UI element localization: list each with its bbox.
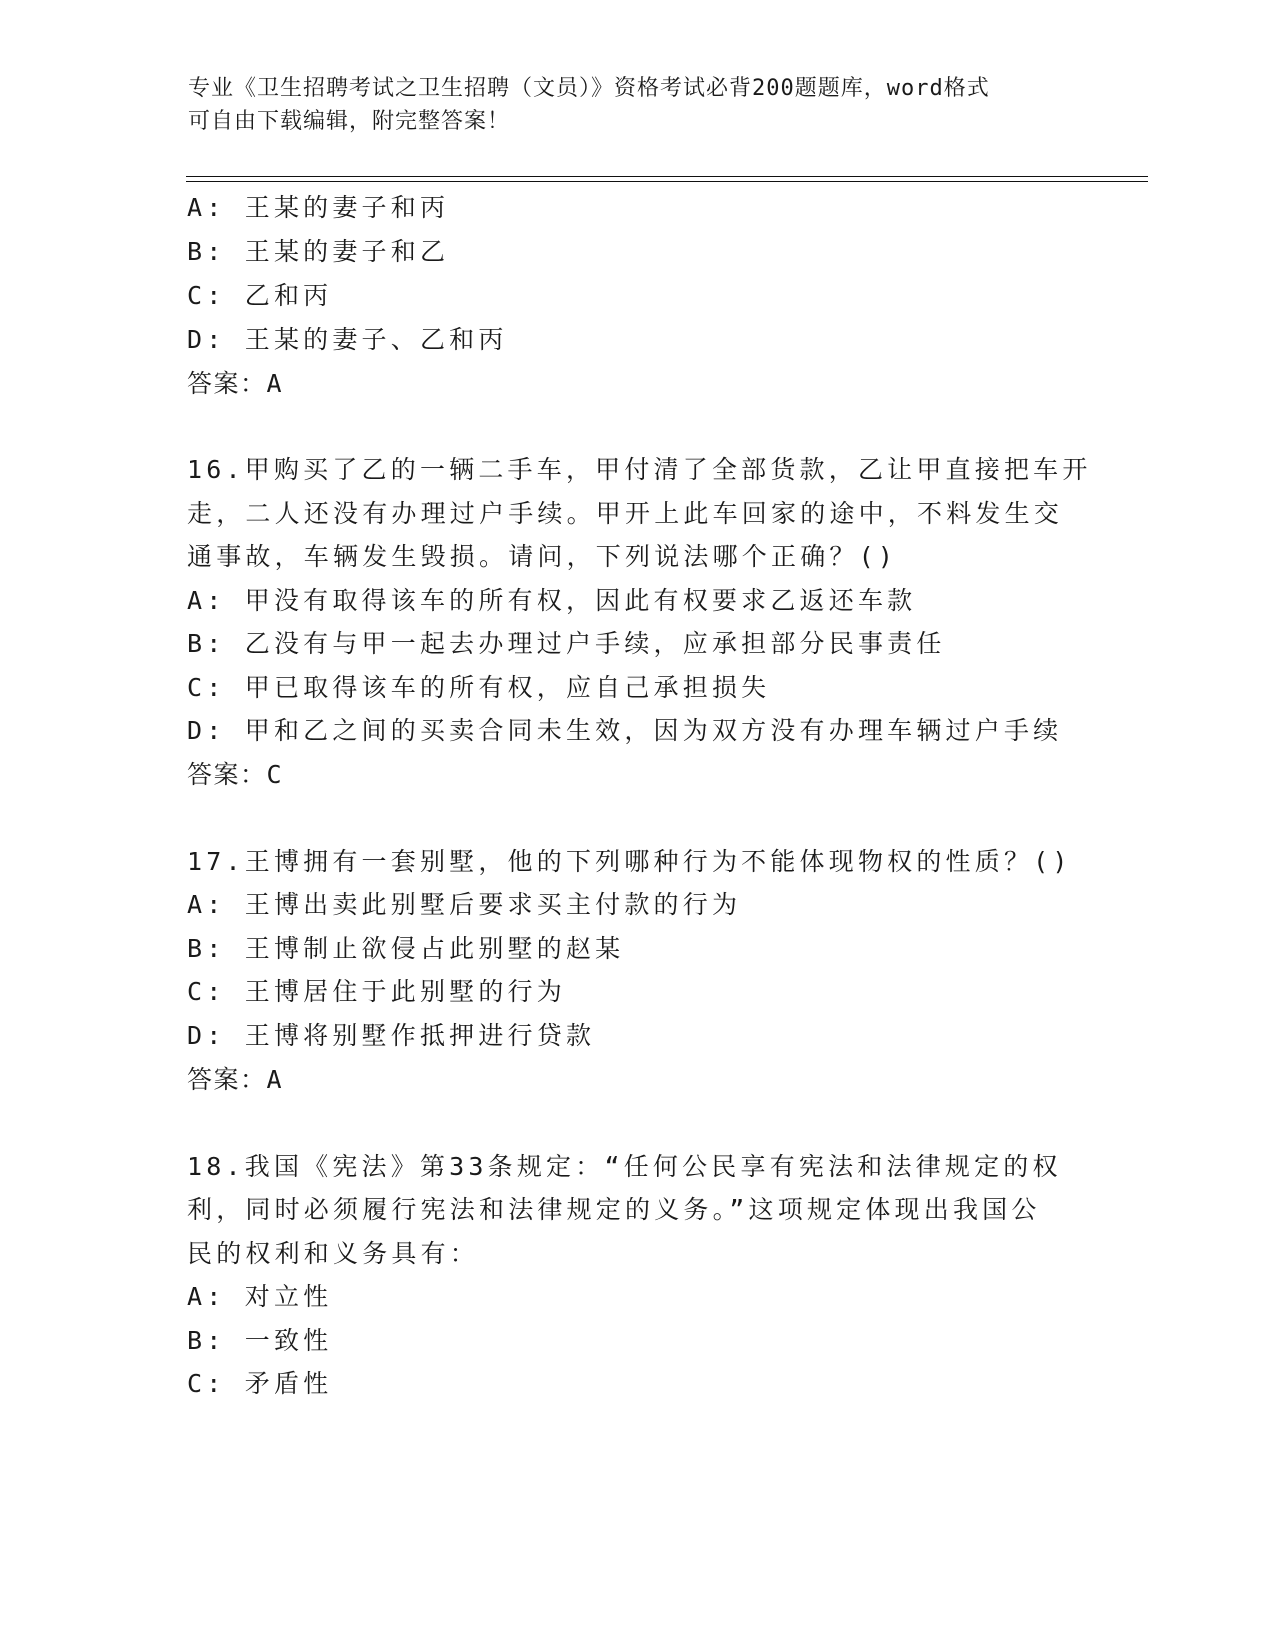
q16-answer: 答案：C xyxy=(187,760,284,789)
q17-option-d: D: 王博将别墅作抵押进行贷款 xyxy=(187,1021,596,1050)
q18-option-b: B: 一致性 xyxy=(187,1326,333,1355)
q16-option-a: A: 甲没有取得该车的所有权，因此有权要求乙返还车款 xyxy=(187,586,917,615)
q15-answer: 答案：A xyxy=(187,369,284,398)
q16-stem-line-3: 通事故，车辆发生毁损。请问，下列说法哪个正确？() xyxy=(187,542,898,571)
header-line-1: 专业《卫生招聘考试之卫生招聘（文员）》资格考试必背200题题库，word格式 xyxy=(188,76,990,101)
q17-answer: 答案：A xyxy=(187,1065,284,1094)
q15-option-c: C: 乙和丙 xyxy=(187,281,333,310)
q17-option-c: C: 王博居住于此别墅的行为 xyxy=(187,977,566,1006)
q15-option-a: A: 王某的妻子和丙 xyxy=(187,193,450,222)
q18-option-c: C: 矛盾性 xyxy=(187,1369,333,1398)
q16-option-d: D: 甲和乙之间的买卖合同未生效，因为双方没有办理车辆过户手续 xyxy=(187,716,1063,745)
q16-stem-line-2: 走，二人还没有办理过户手续。甲开上此车回家的途中，不料发生交 xyxy=(187,499,1064,528)
document-header xyxy=(188,72,1088,138)
q15-option-b: B: 王某的妻子和乙 xyxy=(187,237,450,266)
q15-option-d: D: 王某的妻子、乙和丙 xyxy=(187,325,508,354)
q17-option-b: B: 王博制止欲侵占此别墅的赵某 xyxy=(187,934,625,963)
q18-stem-line-1: 18.我国《宪法》第33条规定：“任何公民享有宪法和法律规定的权 xyxy=(187,1152,1062,1181)
q18-stem-line-3: 民的权利和义务具有： xyxy=(187,1239,480,1268)
q18-stem-line-2: 利，同时必须履行宪法和法律规定的义务。”这项规定体现出我国公 xyxy=(187,1195,1041,1224)
q16-stem-line-1: 16.甲购买了乙的一辆二手车，甲付清了全部货款，乙让甲直接把车开 xyxy=(187,455,1092,484)
header-divider-top xyxy=(186,176,1148,177)
header-line-2: 可自由下载编辑，附完整答案！ xyxy=(188,109,511,134)
q16-option-b: B: 乙没有与甲一起去办理过户手续，应承担部分民事责任 xyxy=(187,629,946,658)
q17-option-a: A: 王博出卖此别墅后要求买主付款的行为 xyxy=(187,890,742,919)
q16-option-c: C: 甲已取得该车的所有权，应自己承担损失 xyxy=(187,673,771,702)
header-divider-bottom xyxy=(186,181,1148,182)
q18-option-a: A: 对立性 xyxy=(187,1282,333,1311)
q17-stem-line-1: 17.王博拥有一套别墅，他的下列哪种行为不能体现物权的性质？() xyxy=(187,847,1072,876)
